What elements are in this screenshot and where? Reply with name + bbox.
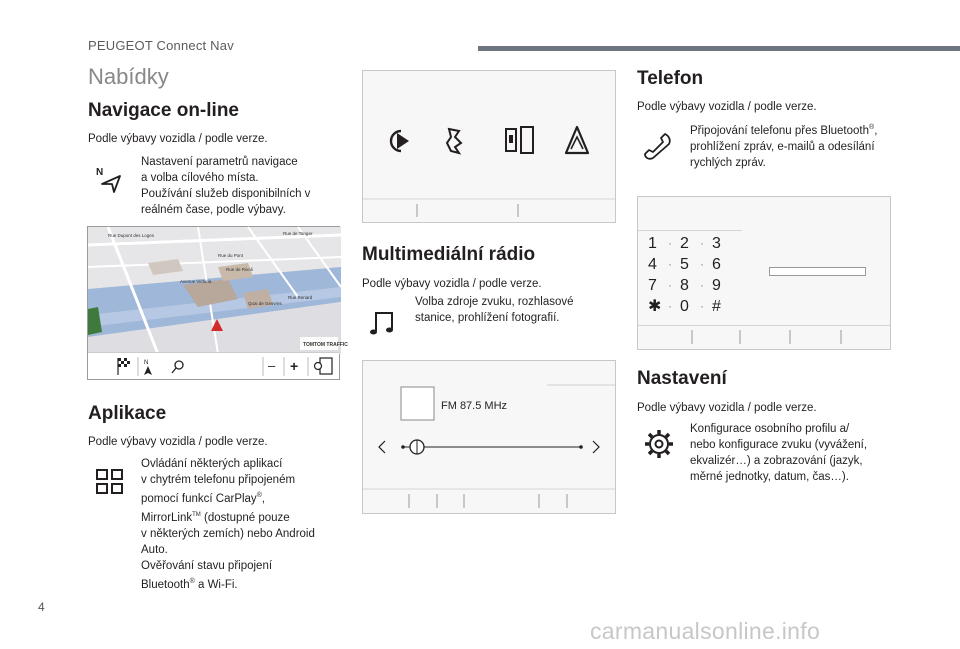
map-view[interactable] [88, 227, 348, 354]
keypad-key[interactable]: 5 [680, 256, 689, 273]
radio-description [415, 294, 615, 326]
mirrorlink-icon[interactable] [506, 127, 533, 153]
phone-subtitle: Podle výbavy vozidla / podle verze. [637, 101, 817, 113]
apps-desc-text: a Wi-Fi. [197, 578, 238, 591]
radio-desc-line: Volba zdroje zvuku, rozhlasové [415, 296, 574, 308]
phone-desc-line [690, 120, 900, 139]
chevron-left-icon[interactable] [379, 441, 385, 453]
svg-text:N: N [96, 167, 104, 178]
map-street-label: Rue de Tanger [283, 231, 313, 236]
map-street-label: Rue du Pont [218, 253, 244, 258]
navigation-icon [94, 164, 126, 196]
settings-desc-line: nebo konfigurace zvuku (vyvážení, [690, 439, 868, 451]
keypad-key[interactable]: 7 [648, 277, 657, 294]
phone-screen [637, 196, 891, 350]
keypad-key[interactable]: ✱ [648, 298, 662, 315]
station-logo-placeholder [401, 387, 434, 420]
watermark: carmanualsonline.info [590, 618, 821, 644]
settings-desc-line: měrné jednotky, datum, čas…). [690, 471, 849, 483]
navigation-map-screen [87, 226, 348, 380]
nav-desc-line: a volba cílového místa. [141, 172, 259, 184]
nav-desc-line: reálném čase, podle výbavy. [141, 204, 286, 216]
map-street-label: Rue Renard [288, 295, 313, 300]
radio-desc-line: stanice, prohlížení fotografií. [415, 312, 560, 324]
apps-description [141, 456, 346, 592]
search-icon[interactable] [172, 361, 183, 373]
apps-desc-line: Auto. [141, 543, 168, 556]
north-arrow-icon[interactable] [144, 360, 152, 375]
apps-desc-line: v některých zemích) nebo Android [141, 527, 315, 540]
phone-desc-line: prohlížení zpráv, e-mailů a odesílání [690, 140, 875, 153]
map-street-label: Avenue Victoria [180, 279, 212, 284]
keypad-key[interactable]: 2 [680, 235, 689, 252]
settings-desc-line: Konfigurace osobního profilu a/ [690, 423, 850, 435]
registered-mark: ® [189, 577, 195, 585]
checkered-flag-icon[interactable] [118, 358, 130, 375]
nav-description [141, 154, 341, 218]
trademark-mark: TM [192, 511, 201, 518]
settings-heading: Nastavení [637, 368, 727, 389]
nav-desc-line: Používání služeb disponibilních v [141, 188, 311, 200]
keypad-key[interactable]: 0 [680, 298, 689, 315]
page-number: 4 [38, 600, 45, 614]
carplay-icon[interactable] [391, 131, 409, 151]
phone-desc-line: rychlých zpráv. [690, 156, 766, 169]
apps-heading: Aplikace [88, 403, 167, 424]
bluetooth-text: Bluetooth [141, 578, 190, 591]
apps-desc-text: (dostupné pouze [204, 511, 290, 524]
settings-description [690, 421, 900, 485]
settings-subtitle: Podle výbavy vozidla / podle verze. [637, 402, 817, 414]
radio-station-frequency: FM 87.5 MHz [441, 400, 508, 412]
map-street-label: Quai de Gesvres [248, 301, 282, 306]
header-bar [478, 46, 960, 51]
keypad-key[interactable]: 3 [712, 235, 721, 252]
phone-heading: Telefon [637, 68, 704, 89]
zoom-in-button[interactable]: + [290, 358, 299, 374]
apps-desc-line [141, 507, 346, 526]
music-note-icon [368, 307, 400, 339]
dial-keypad: 1 · 2 · 3 4 · 5 · 6 7 · 8 · 9 ✱ · 0 · # [648, 233, 748, 317]
map-street-label: Rue de Rivoli [226, 267, 253, 272]
tomtom-traffic-logo: TOMTOM TRAFFIC [303, 342, 348, 348]
peugeot-lion-icon[interactable] [447, 129, 461, 153]
mirrorlink-text: MirrorLink [141, 511, 193, 524]
carplay-text: pomocí funkcí CarPlay [141, 492, 257, 505]
keypad-key[interactable]: 6 [712, 256, 721, 273]
manual-title: PEUGEOT Connect Nav [88, 38, 234, 53]
android-auto-icon[interactable] [566, 127, 588, 153]
phone-handset-icon [643, 130, 675, 162]
map-street-label: Rue Dupont des Loges [108, 233, 155, 238]
keypad-key[interactable]: 1 [648, 235, 657, 252]
nav-subtitle: Podle výbavy vozidla / podle verze. [88, 133, 268, 145]
apps-desc-line: Ovládání některých aplikací [141, 458, 283, 470]
keypad-key[interactable]: # [712, 298, 721, 315]
map-toolbar [88, 352, 339, 379]
nav-desc-line: Nastavení parametrů navigace [141, 156, 298, 168]
applications-grid-icon [94, 466, 126, 498]
radio-screen [362, 360, 616, 514]
keypad-key[interactable]: 9 [712, 277, 721, 294]
radio-heading: Multimediální rádio [362, 244, 536, 265]
keypad-key[interactable]: 4 [648, 256, 657, 273]
chevron-right-icon[interactable] [593, 441, 599, 453]
registered-mark: ® [869, 124, 875, 131]
settings-desc-line: ekvalizér…) a zobrazování (jazyk, [690, 455, 863, 467]
radio-subtitle: Podle výbavy vozidla / podle verze. [362, 278, 542, 290]
registered-mark: ® [256, 492, 262, 499]
keypad-key[interactable]: 8 [680, 277, 689, 294]
apps-desc-line: Ověřování stavu připojení [141, 559, 273, 572]
map-settings-icon[interactable] [315, 358, 333, 374]
zoom-out-button[interactable]: – [268, 358, 276, 373]
apps-desc-line: v chytrém telefonu připojeném [141, 474, 296, 486]
svg-text:N: N [144, 360, 149, 366]
section-title: Nabídky [88, 64, 169, 89]
phone-description [690, 120, 900, 171]
apps-desc-line: pomocí funkcí CarPlay®, [141, 492, 266, 505]
apps-desc-line [141, 574, 346, 593]
gear-icon [643, 428, 675, 460]
nav-heading: Navigace on-line [88, 100, 239, 121]
phone-desc-comma: , [874, 124, 878, 137]
phone-desc-text: Připojování telefonu přes Bluetooth [690, 124, 870, 137]
apps-screen [362, 70, 616, 223]
apps-subtitle: Podle výbavy vozidla / podle verze. [88, 436, 268, 448]
